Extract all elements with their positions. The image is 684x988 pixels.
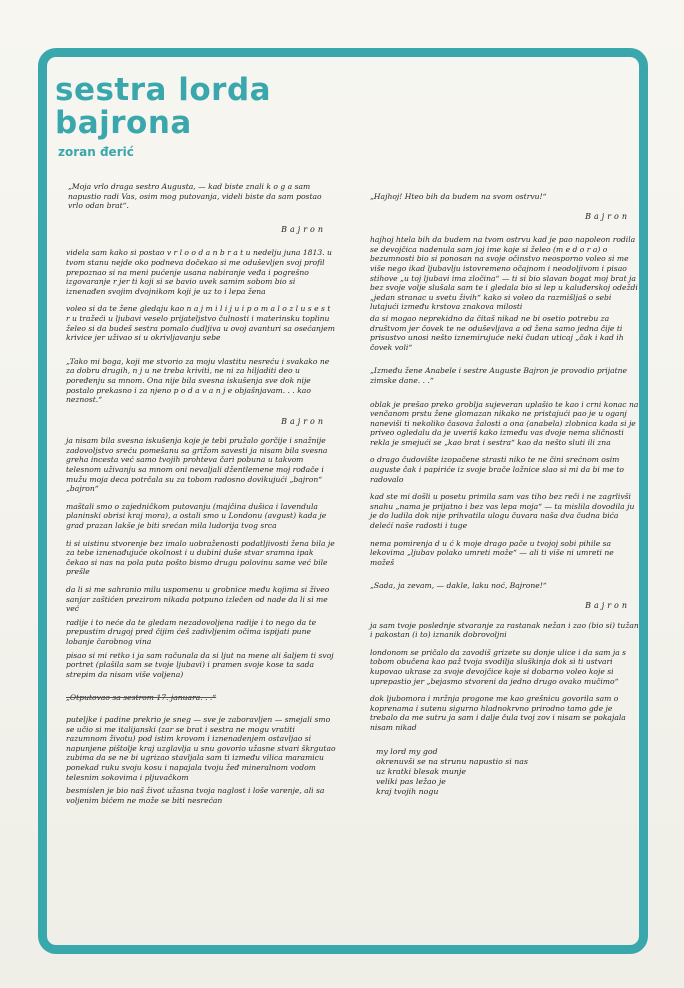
signature-bajron-3: Bajron — [585, 211, 630, 221]
epigraph-3: „Otputovao sa sestrom 17. januara. . .“ — [66, 693, 217, 703]
epigraph-2: „Tako mi boga, koji me stvorio za moju vlastitu nesreću i svakako ne za dobru drugih, n j u ne treba kriviti, ne ni za hiljaditi deo u poređenju sa mnom. Ona nije bila svesna iskušenja sve dok nije postalo prekasno i za njeno p o d a v a n j e objašnjavam. . . kao neznost.“ — [66, 356, 330, 405]
epigraph-4: „Hajhoj! Hteo bih da budem na svom ostrvu!“ — [370, 192, 547, 201]
paragraph-15: kad ste mi došli u posetu primila sam vas tiho bez reči i ne zagrlivši snahu „nama je prijatno i bez vas lepa moja“ — ta mislila dovodila ju je do ludila dok nije prihvatila ulogu čuvara naša dva čudna bića delećí naše radosti i tuge — [370, 492, 635, 531]
paragraph-9: puteljke i padine prekrio je sneg — sve je zaboravljen — smejali smo se učio si me italijanski (zar se brat i sestra ne mogu vratiti razumnom životu) pod istim krovom i iznenadenjem ostavljao si napunjene pištolje kraj uzglavlja u snu govorio užasne stvari škrgutao zubima da se ne bi ugrizao stavljala sam ti između vilica maramicu ponekad ruku svoju kosu i napajala tvoju žeđ mineralnom vodom telesnim sokovima i pljuvačkom — [66, 714, 336, 782]
paragraph-6: da li si me sahranio milu uspomenu u grobnice među kojima si živeo sanjar zaštićen prezirom nikada potpuno izlečen od nade da li si me već — [66, 585, 330, 614]
paragraph-17: ja sam tvoje poslednje stvaranje za rastanak nežan i zao (bio si) tužan i pakostan (i to) iznanik dobrovoljni — [370, 620, 639, 640]
article-author: zoran đerić — [58, 145, 134, 159]
paragraph-1: videla sam kako si postao v r l o o d a n b r a t u nedelju juna 1813. u tvom stanu nejde oko podneva dočekao si me oduševljen svoj profil prepoznao si na meni pućenje usana nabiranje veđa i pogrešno izgovaranje r jer ti koji si se bavio uvek samim sobom bio si iznenađen svojim dvojnikom koji je uz to i lepa žena — [66, 248, 332, 296]
title-line-2: bajrona — [55, 105, 192, 141]
left-column — [66, 182, 336, 805]
signature-bajron-1: Bajron — [281, 224, 326, 234]
article-title — [55, 74, 271, 140]
epigraph-1: „Moja vrlo draga sestro Augusta, — kad biste znali k o g a sam napustio radi Vas, osim mog putovanja, videli biste da sam postao vrlo odan brat“. — [68, 182, 322, 211]
epigraph-5: „Između žene Anabele i sestre Auguste Bajron je provodio prijatne zimske dane. . .“ — [370, 366, 628, 385]
paragraph-12: da si mogao neprekidno da čitaš nikad ne bi osetio potrebu za društvom jer čovek te ne oduševljava a od žena samo jedna čije ti prisustvo unosi nešto iznemirujuće neki čudan uticaj „čak i kad ih čovek voli“ — [370, 313, 624, 352]
paragraph-13: oblak je prešao preko groblja sujeveran uplašio te kao i crni konac na venčanom prstu žene glomazan nikako ne pristajući pao je u oganj naneviši ti nekoliko časova žalosti a ona (anabela) zlobnica kada si je priveo ogledalu da je uveriš kako između vas dvoje nema sličnosti rekla je smejući se „kao brat i sestra“ kao da nešto sluti ili zna — [370, 399, 639, 447]
paragraph-5: ti si uistinu stvorenje bez imalo uobraženosti podatljivosti žena bila je za tebe iznenađujuće okolnost i u dubini duše stvar sramna ipak čekao si nas na pola puta pošto bismo drugu polovinu same već bile prešle — [66, 538, 335, 577]
paragraph-18: londonom se pričalo da zavodiš grizete su donje ulice i da sam ja s tobom obučena kao paž tvoja svodilja sluškinja dok si ti ustvari kupovao ukrase za svoje devojčice koje si dobarno voleo koje si uprepastio jer „bejasmo stvoreni da jedno drugo ovako mučimo“ — [370, 647, 627, 686]
closing-poem: my lord my god okrenuvši se na strunu napustio si nas uz kratki blesak munje veliki pas ležao je kraj tvojih nogu — [376, 746, 528, 796]
right-column — [370, 192, 640, 804]
paragraph-7: radije i to neće da te gledam nezadovoljena radije i to nego da te prepustim drugoj pred čijim ćeš zadivljenim očima ispijati pune lobanje čarobnog vina — [66, 617, 317, 646]
paragraph-16: nema pomirenja d u ć k moje drago pače u tvojoj sobi pihile sa lekovima „ljubav polako umreti može“ — ali ti više ni umreti ne možeš — [370, 538, 614, 567]
epigraph-6: „Sada, ja zevam, — dakle, laku noć, Bajrone!“ — [370, 581, 547, 591]
signature-bajron-4: Bajron — [585, 601, 630, 610]
paragraph-10: besmislen je bio naš život užasna tvoja naglost i loše varenje, ali sa voljenim bićem ne može se biti nesrećan — [66, 786, 325, 805]
paragraph-4: maštali smo o zajedničkom putovanju (majčina dušica i lavendula planinski obrisi kraj mora), a ostali smo u Londonu (avgust) kada je grad prazan lakše je biti srećan mila ludorija tvog srca — [66, 501, 327, 531]
signature-bajron-2: Bajron — [281, 416, 326, 426]
title-line-1: sestra lorda — [55, 72, 272, 108]
paragraph-2: voleo si da te žene gledaju kao n a j m i l i j u i p o m a l o z l u s e s t r u tražeći u ljubavi veselo prijateljstvo čulnosti i materinsku toplinu želeo si da budeš sestra pomalo ćudljiva u ovoj avanturi sa osećanjem krivice jer uživao si u okrivljavanju sebe — [66, 304, 335, 343]
paragraph-14: o drago čudovište izopačene strasti niko te ne čini srećnom osim auguste čak i papiriće iz svoje brače ložnice slao si mi da bi me to radovalo — [370, 455, 624, 484]
paragraph-8: pisao si mi retko i ja sam računala da si ljut na mene ali šaljem ti svoj portret (plašila sam se tvoje ljubavi) i pramen svoje kose ta sada strepim da nisam više voljena) — [66, 650, 334, 679]
paragraph-3: ja nisam bila svesna iskušenja koje je tebi pružalo gorčije i snažnije zadovoljstvo sreću pomešanu sa grižom savesti ja nisam bila svesna greha incesta već samo tvojih prohteva čari pobuna u takvom telesnom uživanju sa mnom oni nevaljali džentlemene moj rođače i mužu moja deca potrčala su za tobom radosno dovikujući „bajron“ „bajron“ — [66, 436, 328, 494]
paragraph-19: dok ljubomora i mržnja progone me kao grešnicu govorila sam o koprenama i sutenu sigurno hladnokrvno prirodno tamo gde je trebalo da me sutru ja sam i dalje čula tvoj zov i nisam se pokajala nisam nikad — [370, 694, 626, 732]
paragraph-11: hajhoj htela bih da budem na tvom ostrvu kad je pao napoleon rodila se devojčica nadenula sam joj ime koje si želeo (m e d o r a) o bezumnosti bio si ponosan na svoje očinstvo neosporno voleo si me više nego ikad ljubavlju istovremeno očajnom i neodoljivom i pisao stihove „u toj ljubavi ima zločina“ — ti si bio slavan bogat moj brat ja bez svoje volje slušala sam te i gledala bio si lep u kaluđerskoj odeždi „jedan stranac u svetu živih“ kako si voleo da razmišljaš o sebi lutajući između krstova znakova milosti — [370, 235, 638, 312]
